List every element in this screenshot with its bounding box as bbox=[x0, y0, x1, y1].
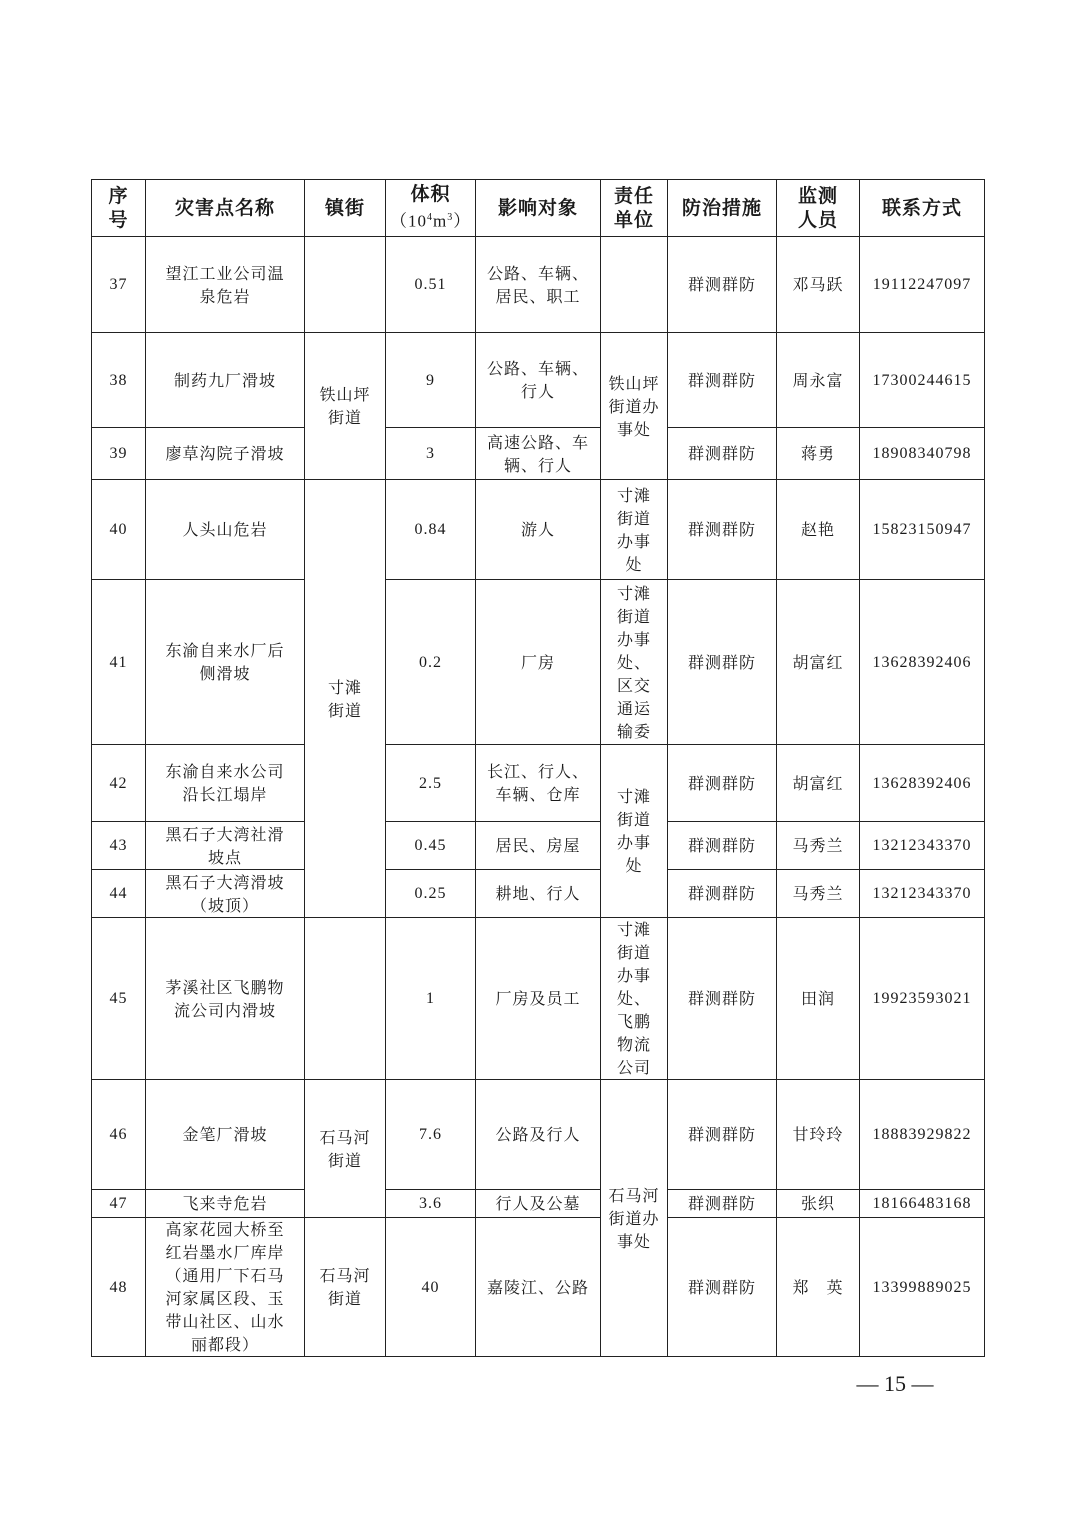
impact-cell: 居民、房屋 bbox=[476, 822, 601, 870]
header-name: 灾害点名称 bbox=[146, 180, 305, 237]
street-cell: 铁山坪街道 bbox=[305, 333, 386, 480]
table-row bbox=[92, 237, 985, 333]
volume-cell: 1 bbox=[386, 918, 476, 1080]
volume-cell: 2.5 bbox=[386, 745, 476, 822]
unit-cell: 寸滩街道办事处 bbox=[601, 745, 668, 918]
row-number: 46 bbox=[92, 1080, 146, 1190]
hazard-name: 人头山危岩 bbox=[146, 480, 305, 580]
monitor-cell: 胡富红 bbox=[777, 580, 860, 745]
row-number: 42 bbox=[92, 745, 146, 822]
street-cell bbox=[305, 918, 386, 1080]
row-number: 44 bbox=[92, 870, 146, 918]
hazard-name: 廖草沟院子滑坡 bbox=[146, 428, 305, 480]
volume-cell: 3 bbox=[386, 428, 476, 480]
table-row bbox=[92, 428, 985, 480]
phone-cell: 13212343370 bbox=[860, 822, 985, 870]
monitor-cell: 周永富 bbox=[777, 333, 860, 428]
row-number: 37 bbox=[92, 237, 146, 333]
phone-cell: 19112247097 bbox=[860, 237, 985, 333]
table-row bbox=[92, 1080, 985, 1190]
volume-cell: 3.6 bbox=[386, 1190, 476, 1218]
unit-cell: 寸滩街道办事处、飞鹏物流公司 bbox=[601, 918, 668, 1080]
hazard-name: 高家花园大桥至红岩墨水厂库岸（通用厂下石马河家属区段、玉带山社区、山水丽都段） bbox=[146, 1218, 305, 1357]
header-volume-unit: $(10^4m^3)$ bbox=[390, 211, 472, 231]
unit-cell: 寸滩街道办事处、区交通运输委 bbox=[601, 580, 668, 745]
volume-cell: 9 bbox=[386, 333, 476, 428]
street-cell: 石马河街道 bbox=[305, 1080, 386, 1218]
phone-cell: 13628392406 bbox=[860, 745, 985, 822]
monitor-cell: 邓马跃 bbox=[777, 237, 860, 333]
measure-cell: 群测群防 bbox=[668, 333, 777, 428]
table-row bbox=[92, 580, 985, 745]
impact-cell: 长江、行人、车辆、仓库 bbox=[476, 745, 601, 822]
unit-cell: 寸滩街道办事处 bbox=[601, 480, 668, 580]
volume-cell: 7.6 bbox=[386, 1080, 476, 1190]
header-contact: 联系方式 bbox=[860, 180, 985, 237]
table-row bbox=[92, 1190, 985, 1218]
monitor-cell: 马秀兰 bbox=[777, 822, 860, 870]
table-row bbox=[92, 1218, 985, 1357]
table-row bbox=[92, 480, 985, 580]
row-number: 39 bbox=[92, 428, 146, 480]
impact-cell: 耕地、行人 bbox=[476, 870, 601, 918]
monitor-cell: 甘玲玲 bbox=[777, 1080, 860, 1190]
row-number: 40 bbox=[92, 480, 146, 580]
header-measure: 防治措施 bbox=[668, 180, 777, 237]
monitor-cell: 马秀兰 bbox=[777, 870, 860, 918]
measure-cell: 群测群防 bbox=[668, 580, 777, 745]
hazard-name: 东渝自来水公司沿长江塌岸 bbox=[146, 745, 305, 822]
phone-cell: 17300244615 bbox=[860, 333, 985, 428]
table-row bbox=[92, 745, 985, 822]
unit-cell bbox=[601, 237, 668, 333]
impact-cell: 厂房 bbox=[476, 580, 601, 745]
impact-cell: 公路及行人 bbox=[476, 1080, 601, 1190]
row-number: 43 bbox=[92, 822, 146, 870]
monitor-cell: 胡富红 bbox=[777, 745, 860, 822]
phone-cell: 18908340798 bbox=[860, 428, 985, 480]
header-street: 镇街 bbox=[305, 180, 386, 237]
measure-cell: 群测群防 bbox=[668, 480, 777, 580]
hazard-name: 制药九厂滑坡 bbox=[146, 333, 305, 428]
row-number: 45 bbox=[92, 918, 146, 1080]
impact-cell: 高速公路、车辆、行人 bbox=[476, 428, 601, 480]
header-seq: 序号 bbox=[92, 180, 146, 237]
header-volume-label: 体积 bbox=[410, 183, 451, 206]
measure-cell: 群测群防 bbox=[668, 870, 777, 918]
row-number: 41 bbox=[92, 580, 146, 745]
hazard-name: 东渝自来水厂后侧滑坡 bbox=[146, 580, 305, 745]
hazard-name: 飞来寺危岩 bbox=[146, 1190, 305, 1218]
phone-cell: 19923593021 bbox=[860, 918, 985, 1080]
monitor-cell: 张织 bbox=[777, 1190, 860, 1218]
measure-cell: 群测群防 bbox=[668, 822, 777, 870]
phone-cell: 13628392406 bbox=[860, 580, 985, 745]
table-row bbox=[92, 918, 985, 1080]
header-row bbox=[92, 180, 985, 237]
volume-cell: 0.25 bbox=[386, 870, 476, 918]
measure-cell: 群测群防 bbox=[668, 1080, 777, 1190]
phone-cell: 13212343370 bbox=[860, 870, 985, 918]
impact-cell: 游人 bbox=[476, 480, 601, 580]
monitor-cell: 田润 bbox=[777, 918, 860, 1080]
monitor-cell: 蒋勇 bbox=[777, 428, 860, 480]
phone-cell: 15823150947 bbox=[860, 480, 985, 580]
volume-cell: 40 bbox=[386, 1218, 476, 1357]
header-unit: 责任单位 bbox=[601, 180, 668, 237]
impact-cell: 公路、车辆、行人 bbox=[476, 333, 601, 428]
hazard-name: 茅溪社区飞鹏物流公司内滑坡 bbox=[146, 918, 305, 1080]
phone-cell: 18166483168 bbox=[860, 1190, 985, 1218]
impact-cell: 公路、车辆、居民、职工 bbox=[476, 237, 601, 333]
volume-cell: 0.51 bbox=[386, 237, 476, 333]
impact-cell: 嘉陵江、公路 bbox=[476, 1218, 601, 1357]
table-row bbox=[92, 870, 985, 918]
monitor-cell: 郑 英 bbox=[777, 1218, 860, 1357]
hazard-name: 望江工业公司温泉危岩 bbox=[146, 237, 305, 333]
header-impact: 影响对象 bbox=[476, 180, 601, 237]
measure-cell: 群测群防 bbox=[668, 1218, 777, 1357]
street-cell bbox=[305, 237, 386, 333]
table-row bbox=[92, 822, 985, 870]
unit-cell: 石马河街道办事处 bbox=[601, 1080, 668, 1357]
volume-cell: 0.45 bbox=[386, 822, 476, 870]
measure-cell: 群测群防 bbox=[668, 237, 777, 333]
row-number: 48 bbox=[92, 1218, 146, 1357]
header-volume bbox=[386, 180, 476, 237]
header-monitor: 监测人员 bbox=[777, 180, 860, 237]
measure-cell: 群测群防 bbox=[668, 918, 777, 1080]
row-number: 38 bbox=[92, 333, 146, 428]
unit-cell: 铁山坪街道办事处 bbox=[601, 333, 668, 480]
row-number: 47 bbox=[92, 1190, 146, 1218]
street-cell: 寸滩街道 bbox=[305, 480, 386, 918]
volume-cell: 0.84 bbox=[386, 480, 476, 580]
measure-cell: 群测群防 bbox=[668, 428, 777, 480]
phone-cell: 13399889025 bbox=[860, 1218, 985, 1357]
measure-cell: 群测群防 bbox=[668, 1190, 777, 1218]
measure-cell: 群测群防 bbox=[668, 745, 777, 822]
monitor-cell: 赵艳 bbox=[777, 480, 860, 580]
table-row bbox=[92, 333, 985, 428]
hazard-name: 金笔厂滑坡 bbox=[146, 1080, 305, 1190]
street-cell: 石马河街道 bbox=[305, 1218, 386, 1357]
hazard-name: 黑石子大湾滑坡（坡顶） bbox=[146, 870, 305, 918]
volume-cell: 0.2 bbox=[386, 580, 476, 745]
impact-cell: 行人及公墓 bbox=[476, 1190, 601, 1218]
hazard-name: 黑石子大湾社滑坡点 bbox=[146, 822, 305, 870]
hazard-table bbox=[91, 179, 985, 1357]
impact-cell: 厂房及员工 bbox=[476, 918, 601, 1080]
phone-cell: 18883929822 bbox=[860, 1080, 985, 1190]
page-number: — 15 — bbox=[856, 1371, 934, 1396]
